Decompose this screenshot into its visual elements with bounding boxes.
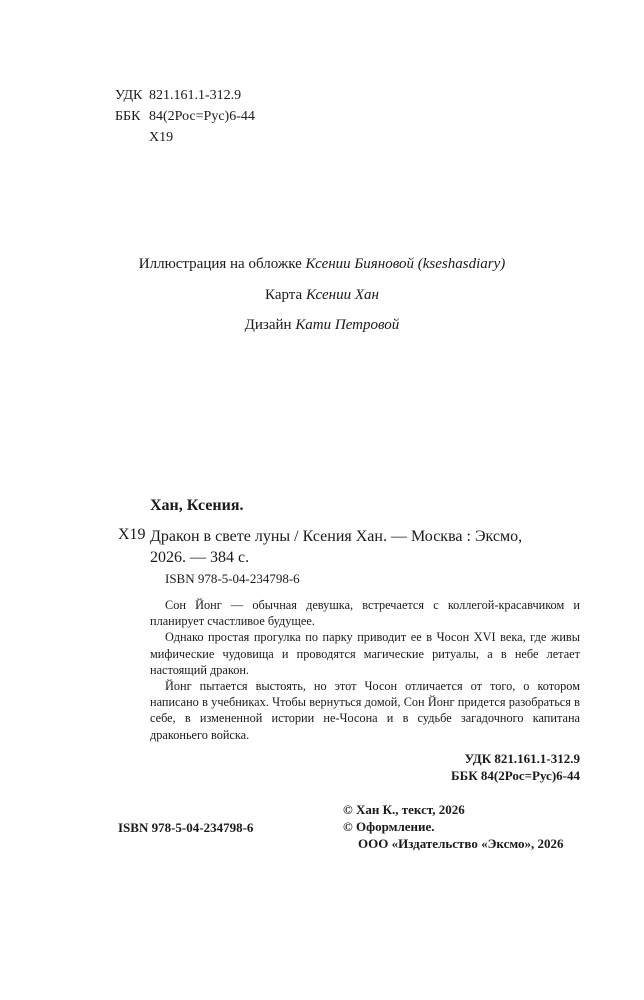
bbk-value: 84(2Рос=Рус)6-44 (149, 109, 255, 124)
copyright-design: © Оформление. (343, 819, 435, 834)
author-mark-top: Х19 (149, 130, 174, 145)
footer-bbk: ББК 84(2Рос=Рус)6-44 (451, 768, 580, 783)
description-line-2: 2026. — 384 с. (150, 549, 250, 566)
udk-line (115, 87, 241, 105)
description-line-1: Дракон в свете луны / Ксения Хан. — Москва : Эксмо, (150, 528, 523, 545)
annotation-paragraph-3: Йонг пытается выстоять, но этот Чосон отличается от того, о котором написано в учебниках. Чтобы вернуться домой, Сон Йонг придется разобраться в себе, в измененной истории не-Чосона и в судьбе загадочного капитана драконьего войска. (150, 679, 580, 742)
annotation-paragraph-1: Сон Йонг — обычная девушка, встречается с коллегой-красавчиком и планирует счастливое будущее. (150, 598, 580, 629)
map-credit-prefix: Карта (265, 287, 303, 303)
author-heading: Хан, Ксения. (150, 497, 244, 514)
design-credit-prefix: Дизайн (244, 317, 292, 333)
author-mark: Х19 (118, 526, 146, 543)
isbn-record: ISBN 978-5-04-234798-6 (165, 571, 300, 586)
copyright-publisher: ООО «Издательство «Эксмо», 2026 (358, 836, 564, 851)
footer-udk: УДК 821.161.1-312.9 (464, 751, 580, 766)
design-credit (0, 317, 644, 334)
isbn-bottom: ISBN 978-5-04-234798-6 (118, 820, 254, 835)
bbk-line (115, 108, 255, 126)
annotation-paragraph-2: Однако простая прогулка по парку приводит ее в Чосон XVI века, где живы мифические чудовища и проводятся магические ритуалы, а в небе летает настоящий дракон. (150, 630, 580, 677)
map-credit (0, 287, 644, 304)
cover-credit-prefix: Иллюстрация на обложке (138, 256, 302, 272)
bbk-code: ББК (115, 109, 141, 124)
cover-illustration-credit (0, 256, 644, 273)
udk-value: 821.161.1-312.9 (149, 88, 242, 103)
map-credit-name: Ксении Хан (305, 287, 379, 303)
bibliographic-description (150, 526, 580, 568)
cover-credit-name: Ксении Бияновой (kseshasdiary) (305, 256, 506, 272)
annotation (150, 597, 580, 743)
footer-classification (380, 750, 580, 784)
design-credit-name: Кати Петровой (295, 317, 400, 333)
copyright-text: © Хан К., текст, 2026 (343, 802, 465, 817)
udk-code: УДК (115, 88, 143, 103)
copyright-block (343, 801, 564, 852)
